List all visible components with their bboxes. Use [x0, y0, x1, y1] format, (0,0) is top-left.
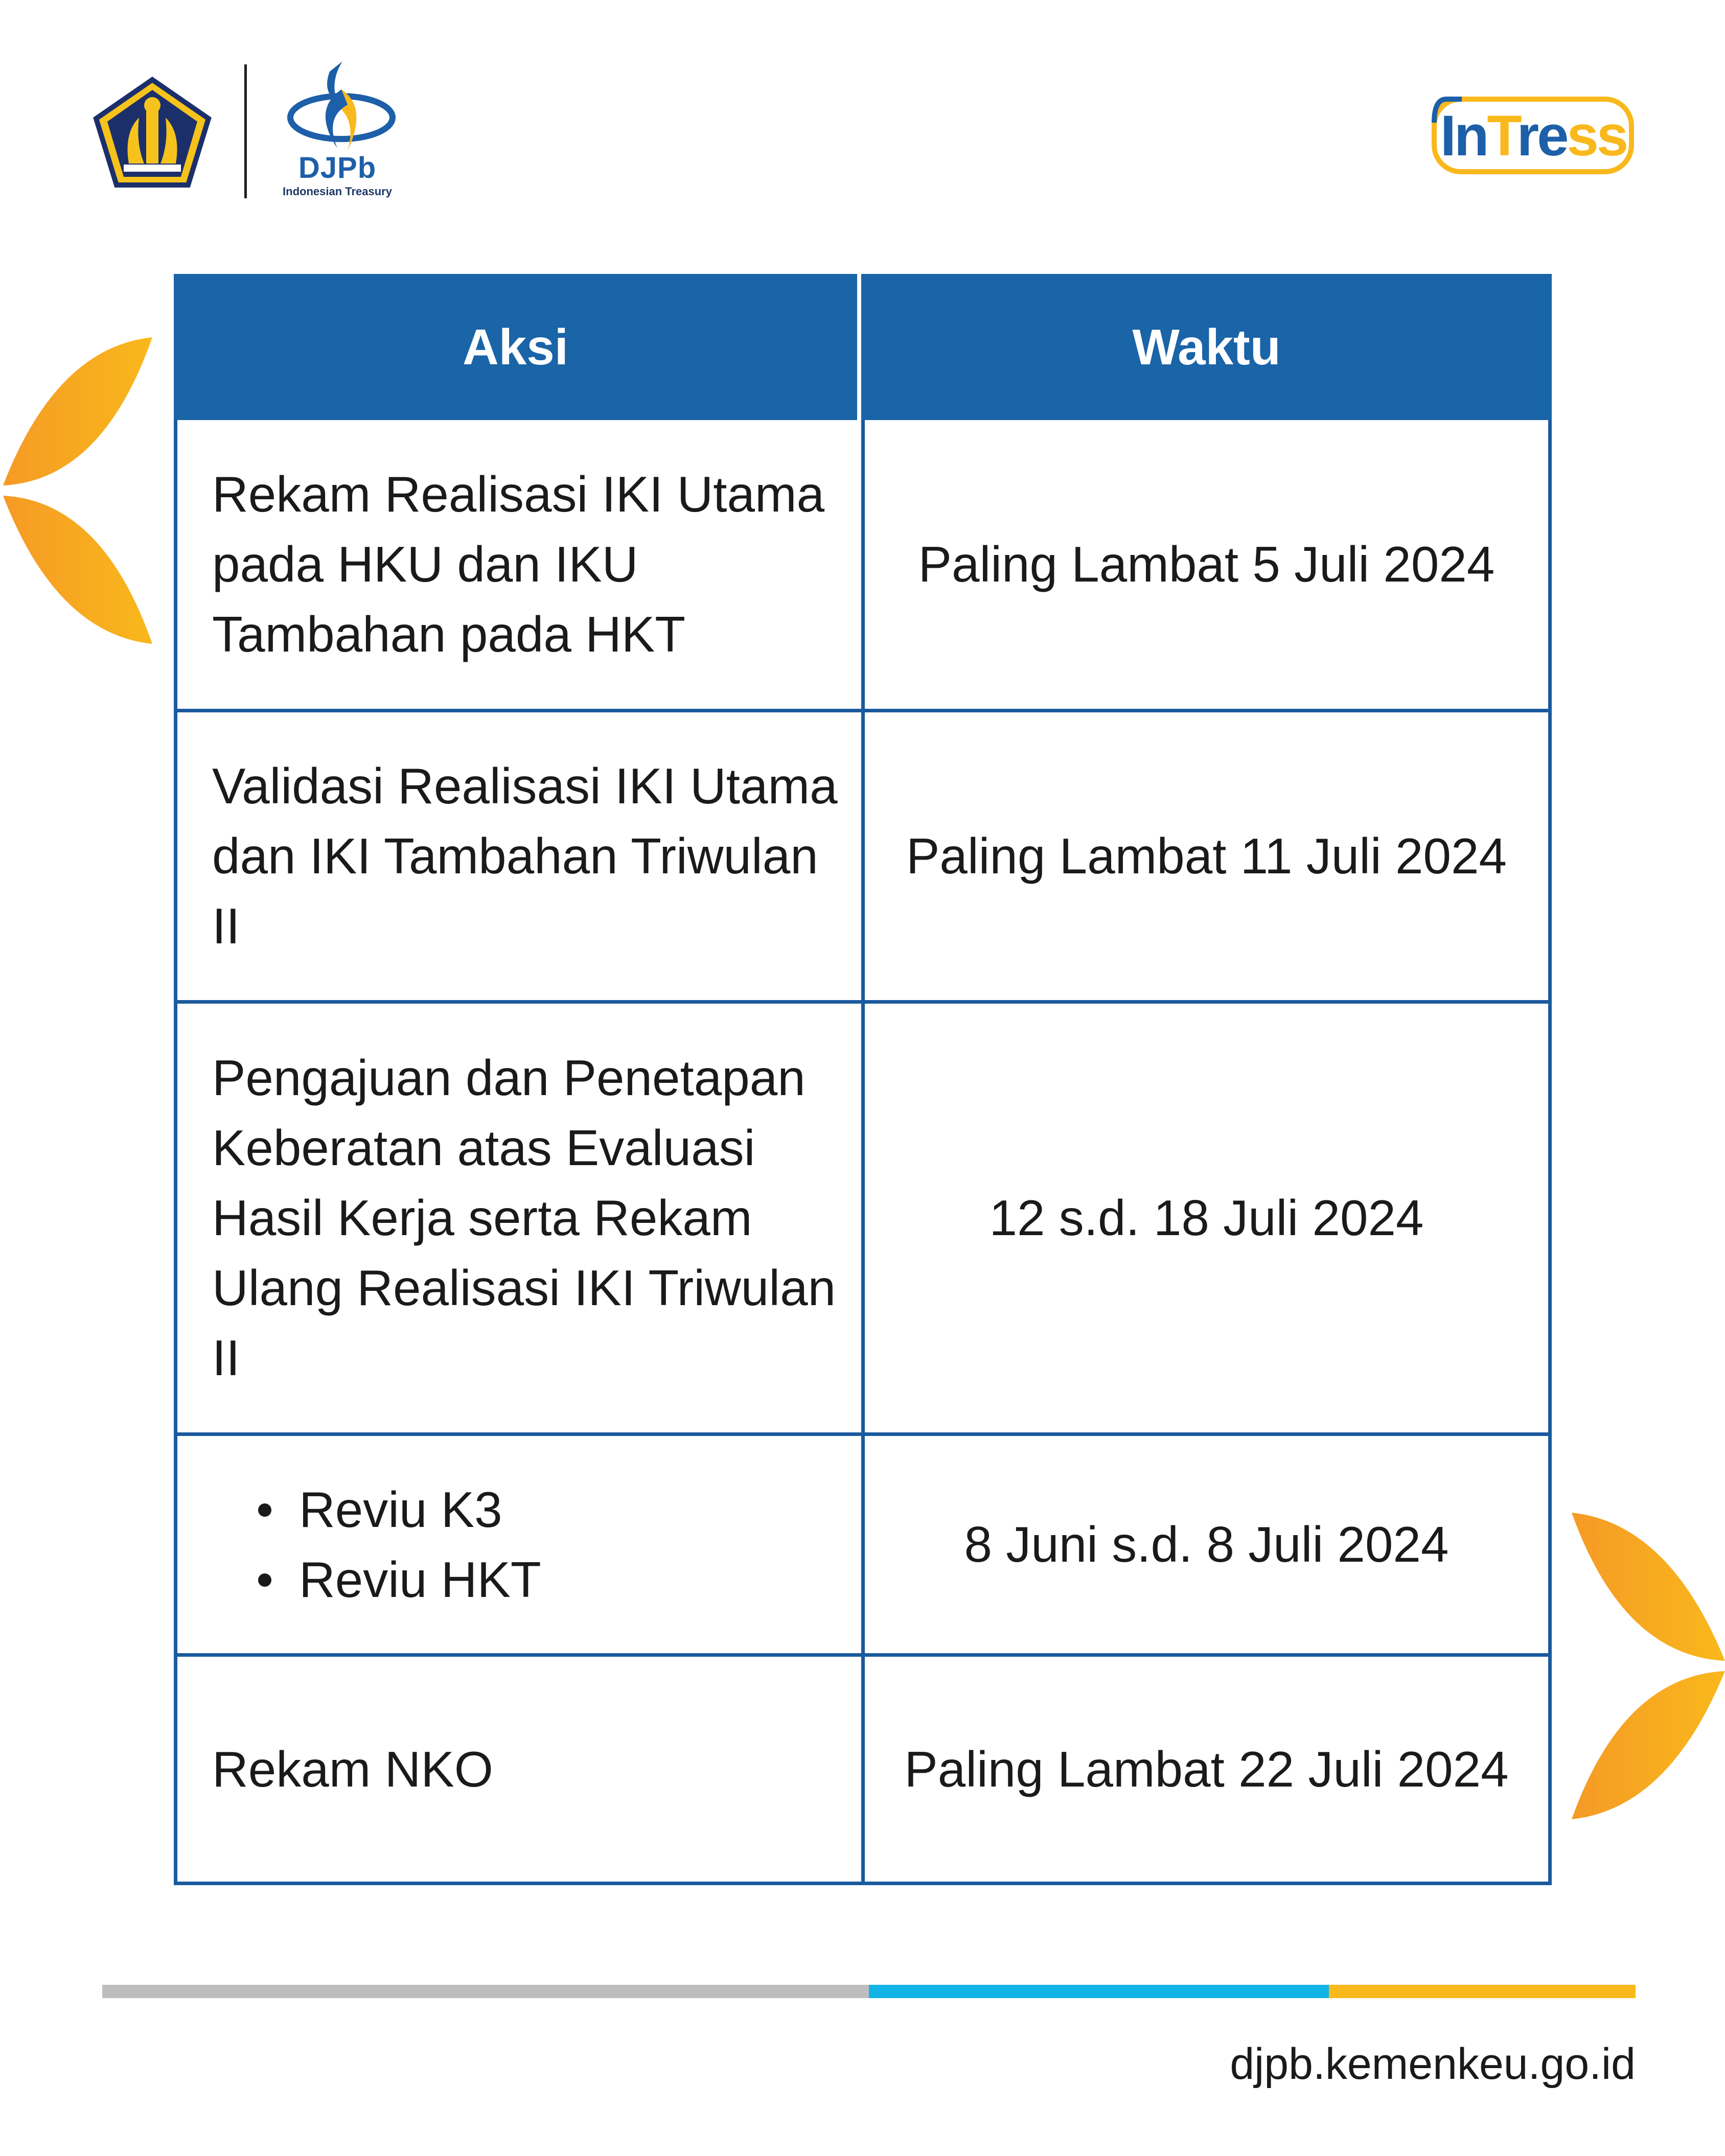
djpb-tagline: Indonesian Treasury: [283, 185, 392, 198]
table-body: [174, 420, 1552, 1885]
table-row: [177, 420, 1548, 712]
decorative-petals-right: [1567, 1508, 1725, 1824]
table-row: [177, 712, 1548, 1004]
footer-color-bar: [102, 1985, 1636, 1998]
kemenkeu-emblem-icon: [93, 77, 212, 189]
waktu-cell: Paling Lambat 11 Juli 2024: [906, 828, 1507, 884]
waktu-cell: 12 s.d. 18 Juli 2024: [989, 1190, 1424, 1246]
footer-bar-yellow: [1329, 1985, 1636, 1998]
waktu-cell: 8 Juni s.d. 8 Juli 2024: [964, 1516, 1449, 1572]
intress-logo-icon: [1431, 92, 1636, 179]
aksi-cell: Pengajuan dan Penetapan Keberatan atas Evaluasi Hasil Kerja serta Rekam Ulang Realisasi IKI Triwulan II: [177, 1004, 865, 1432]
intress-logo: [1431, 92, 1636, 179]
table-row: [177, 1004, 1548, 1436]
decorative-petals-left: [0, 332, 158, 649]
table-row: [177, 1657, 1548, 1882]
table-header-row: [174, 274, 1552, 420]
schedule-table: [174, 274, 1552, 1885]
aksi-cell: Rekam Realisasi IKI Utama pada HKU dan IKU Tambahan pada HKT: [177, 420, 865, 709]
djpb-logo: [266, 61, 409, 204]
aksi-cell: Validasi Realisasi IKI Utama dan IKI Tambahan Triwulan II: [177, 712, 865, 1000]
kemenkeu-logo: [93, 77, 212, 189]
footer-bar-gray: [102, 1985, 869, 1998]
header-waktu: Waktu: [861, 274, 1552, 420]
waktu-cell: Paling Lambat 5 Juli 2024: [918, 536, 1495, 592]
logo-divider: [244, 64, 247, 198]
aksi-cell: [177, 1436, 865, 1653]
bullet-list: [212, 1475, 541, 1615]
table-row: [177, 1436, 1548, 1657]
footer-bar-blue: [869, 1985, 1329, 1998]
waktu-cell: Paling Lambat 22 Juli 2024: [904, 1741, 1509, 1797]
header-aksi: Aksi: [174, 274, 861, 420]
list-item: Reviu K3: [212, 1475, 541, 1545]
svg-text:InTress: InTress: [1440, 104, 1627, 168]
aksi-cell: Rekam NKO: [177, 1657, 865, 1882]
site-url: djpb.kemenkeu.go.id: [1230, 2039, 1636, 2089]
djpb-swirl-icon: [281, 61, 399, 156]
list-item: Reviu HKT: [212, 1545, 541, 1615]
djpb-name: DJPb: [298, 151, 377, 184]
